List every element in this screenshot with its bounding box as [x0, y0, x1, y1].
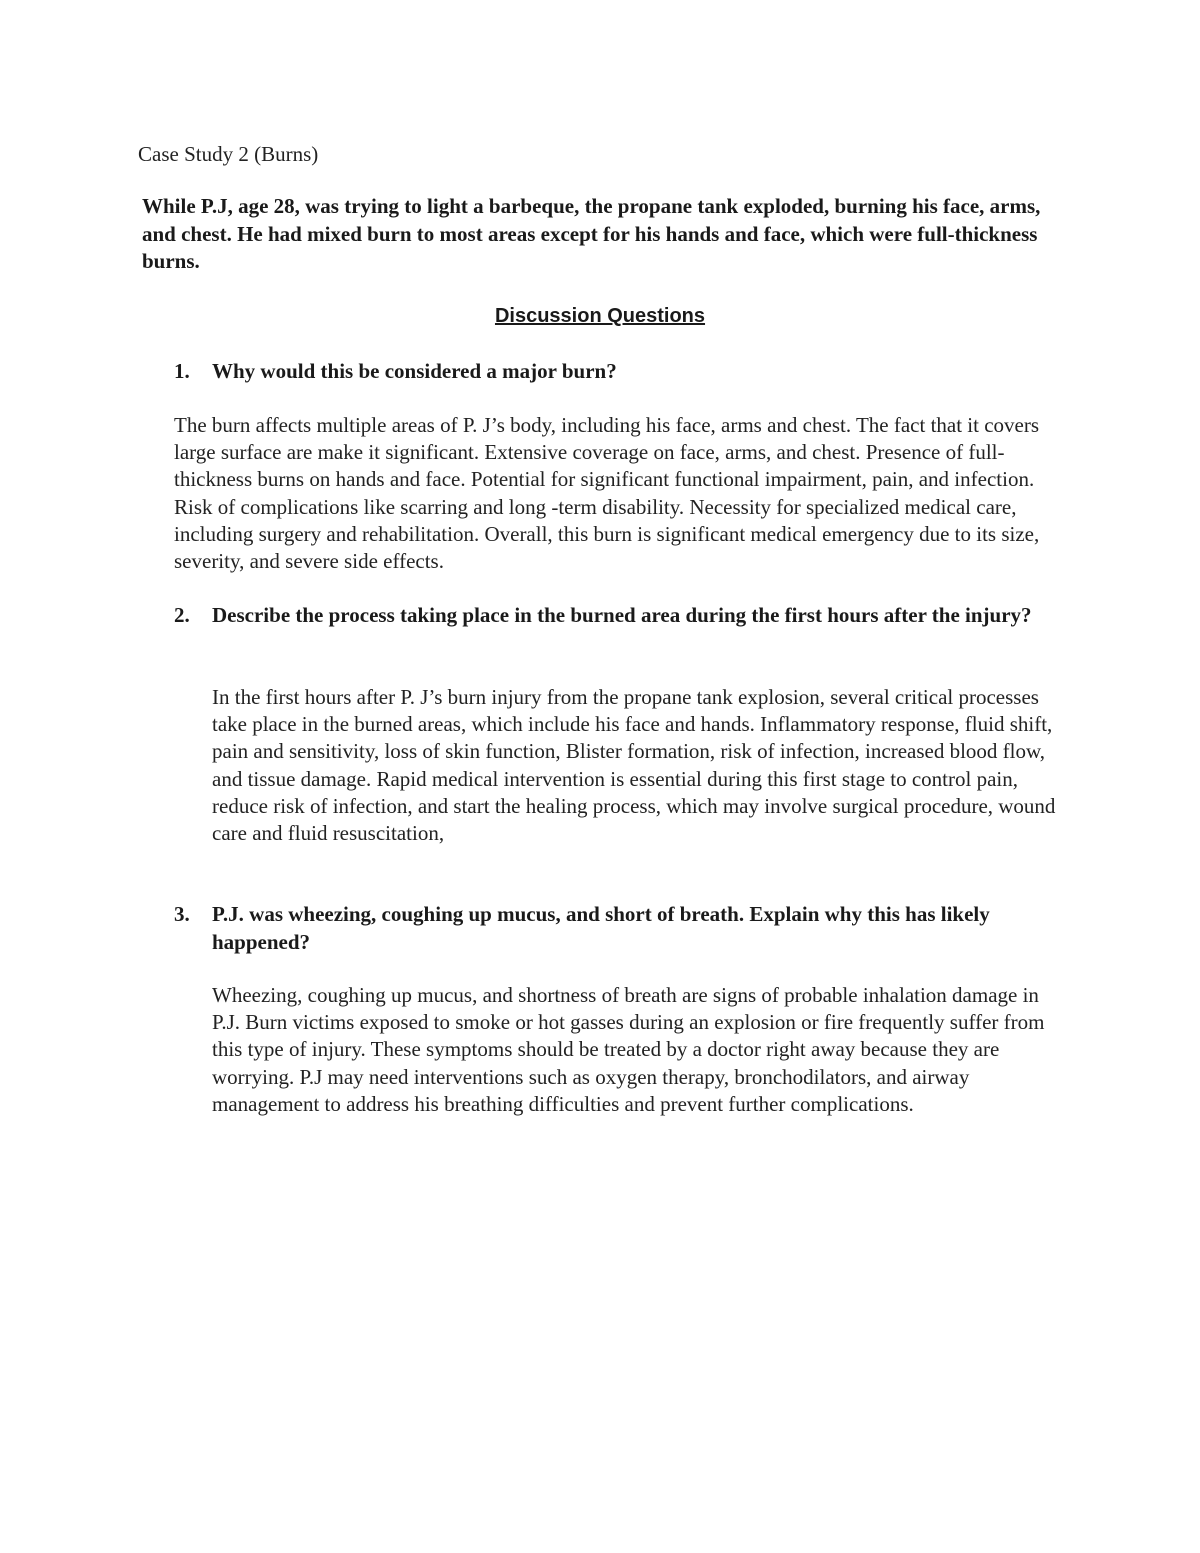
- question-number: 1.: [174, 359, 190, 383]
- answer-1: The burn affects multiple areas of P. J’s body, including his face, arms and chest. The fact that it covers large surface are make it significant. Extensive coverage on face, arms, and chest. Presence of full- thickness burns on hands and face. Potential for significant functional impairment, pain, and infection. Risk of complications like scarring and long -term disability. Necessity for specialized medical care, including surgery and rehabilitation. Overall, this burn is significant medical emergency due to its size, severity, and severe side effects.: [174, 413, 1040, 574]
- question-number: 3.: [174, 902, 190, 926]
- question-3: [174, 901, 1064, 956]
- section-heading: Discussion Questions: [494, 305, 706, 327]
- answer-2: In the first hours after P. J’s burn injury from the propane tank explosion, several critical processes take place in the burned areas, which include his face and hands. Inflammatory response, fluid shift, pain and sensitivity, loss of skin function, Blister formation, risk of infection, increased blood flow, and tissue damage. Rapid medical intervention is essential during this first stage to control pain, reduce risk of infection, and start the healing process, which may involve surgical procedure, wound care and fluid resuscitation,: [212, 685, 1056, 846]
- case-study-label: Case Study 2 (Burns): [138, 142, 319, 166]
- question-2: [174, 602, 1064, 630]
- question-text: Describe the process taking place in the burned area during the first hours after the injury?: [212, 603, 1032, 627]
- question-text: P.J. was wheezing, coughing up mucus, and short of breath. Explain why this has likely happened?: [212, 902, 990, 954]
- question-1: [174, 358, 1064, 386]
- question-text: Why would this be considered a major burn?: [212, 359, 617, 383]
- scenario-paragraph: While P.J, age 28, was trying to light a barbeque, the propane tank exploded, burning his face, arms, and chest. He had mixed burn to most areas except for his hands and face, which were full-thickness burns.: [142, 194, 1041, 273]
- question-number: 2.: [174, 603, 190, 627]
- answer-3: Wheezing, coughing up mucus, and shortness of breath are signs of probable inhalation damage in P.J. Burn victims exposed to smoke or hot gasses during an explosion or fire frequently suffer from this type of injury. These symptoms should be treated by a doctor right away because they are worrying. P.J may need interventions such as oxygen therapy, bronchodilators, and airway management to address his breathing difficulties and prevent further complications.: [212, 983, 1045, 1116]
